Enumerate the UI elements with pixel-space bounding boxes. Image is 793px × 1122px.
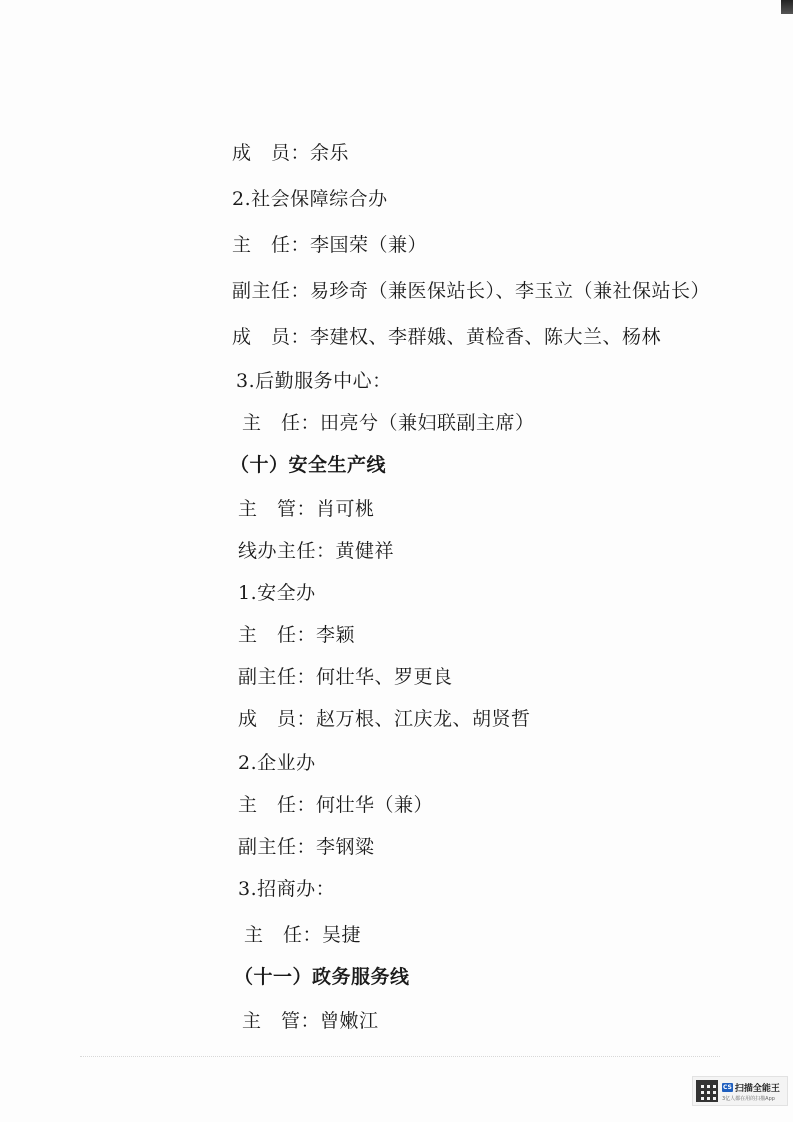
text-line: 主 管：曾嫩江	[242, 1010, 379, 1032]
text-line: 成 员：赵万根、江庆龙、胡贤哲	[238, 708, 531, 730]
scanner-watermark	[692, 1076, 788, 1106]
text-line: 主 任：李国荣（兼）	[232, 234, 428, 256]
watermark-title: 扫描全能王	[734, 1083, 780, 1094]
text-line: 2.企业办	[238, 752, 316, 774]
section-heading: （十一）政务服务线	[234, 966, 410, 988]
camscanner-logo-icon: CS	[723, 1083, 732, 1091]
text-line: 主 任：田亮兮（兼妇联副主席）	[242, 412, 535, 434]
text-line: 主 任：吴捷	[244, 924, 362, 946]
text-line: 2.社会保障综合办	[232, 188, 388, 210]
text-line: 3.后勤服务中心：	[236, 370, 392, 392]
text-line: 主 任：李颖	[238, 624, 356, 646]
scan-edge-mark	[781, 0, 793, 14]
watermark-title-row	[722, 1081, 780, 1094]
section-heading: （十）安全生产线	[230, 454, 387, 476]
text-line: 线办主任：黄健祥	[238, 540, 395, 562]
watermark-subtitle: 3亿人都在用的扫描App	[722, 1095, 775, 1102]
page-footer-rule	[80, 1056, 720, 1058]
qr-code-icon	[696, 1080, 718, 1102]
text-line: 副主任：何壮华、罗更良	[238, 666, 453, 688]
text-line: 成 员：李建权、李群娥、黄检香、陈大兰、杨林	[232, 326, 662, 348]
text-line: 副主任：李钢粱	[238, 836, 375, 858]
text-line: 3.招商办：	[238, 878, 336, 900]
text-line: 1.安全办	[238, 582, 316, 604]
watermark-text	[722, 1081, 780, 1102]
text-line: 主 任：何壮华（兼）	[238, 794, 434, 816]
text-line: 成 员：余乐	[232, 142, 350, 164]
text-line: 主 管：肖可桃	[238, 498, 375, 520]
text-line: 副主任：易珍奇（兼医保站长）、李玉立（兼社保站长）	[232, 280, 711, 302]
